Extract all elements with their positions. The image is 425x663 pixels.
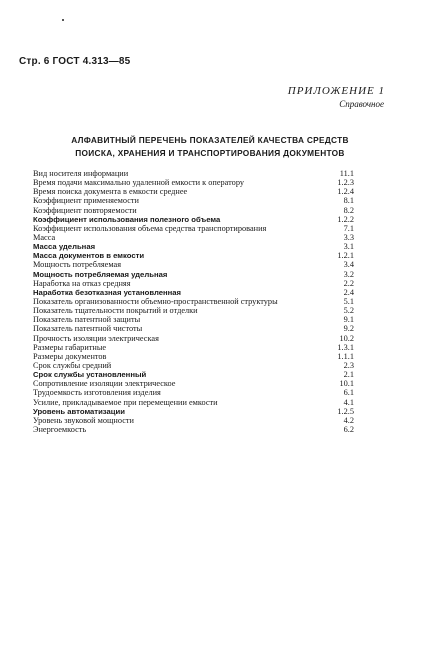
section-number: 9.1 — [343, 315, 354, 325]
index-entry — [33, 361, 354, 370]
indicator-name: Размеры документов — [33, 351, 107, 361]
index-entry — [33, 388, 354, 397]
section-number: 3.2 — [343, 269, 354, 279]
section-number: 11.1 — [339, 169, 354, 178]
section-number: 2.3 — [343, 360, 354, 370]
list-title-line-1: АЛФАВИТНЫЙ ПЕРЕЧЕНЬ ПОКАЗАТЕЛЕЙ КАЧЕСТВА СРЕДСТВ — [71, 135, 349, 145]
index-entry — [33, 233, 354, 242]
indicator-index-list — [33, 169, 354, 434]
indicator-name: Энергоемкость — [33, 424, 87, 434]
indicator-name: Коэффициент повторяемости — [33, 205, 137, 215]
list-title-line-2: ПОИСКА, ХРАНЕНИЯ И ТРАНСПОРТИРОВАНИЯ ДОКУМЕНТОВ — [75, 148, 345, 158]
section-number: 1.2.5 — [337, 406, 354, 416]
section-number: 3.3 — [343, 232, 354, 242]
index-entry — [33, 379, 354, 388]
indicator-name: Показатель тщательности покрытий и отделки — [33, 306, 198, 316]
index-entry — [33, 324, 354, 333]
indicator-name: Показатель организованности объемно-пространственной структуры — [33, 296, 278, 306]
indicator-name: Коэффициент использования объема средства транспортирования — [33, 223, 267, 233]
section-number: 1.3.1 — [337, 342, 354, 352]
index-entry — [33, 398, 354, 407]
index-entry — [33, 297, 354, 306]
index-entry — [33, 315, 354, 324]
section-number: 3.1 — [343, 242, 354, 252]
section-number: 5.2 — [343, 306, 354, 316]
indicator-name: Наработка безотказная установленная — [33, 287, 182, 297]
indicator-name: Мощность потребляемая — [33, 260, 122, 270]
section-number: 6.1 — [343, 388, 354, 398]
indicator-name: Уровень звуковой мощности — [33, 415, 134, 425]
section-number: 7.1 — [343, 223, 354, 233]
section-number: 4.2 — [343, 415, 354, 425]
index-entry — [33, 242, 354, 251]
section-number: 2.4 — [343, 287, 354, 297]
index-entry — [33, 224, 354, 233]
indicator-name: Коэффициент использования полезного объема — [33, 214, 221, 224]
section-number: 8.2 — [343, 205, 354, 215]
indicator-name: Наработка на отказ средняя — [33, 278, 131, 288]
section-number: 2.1 — [343, 370, 354, 380]
indicator-name: Время поиска документа в емкости среднее — [33, 187, 188, 197]
indicator-name: Усилие, прикладываемое при перемещении емкости — [33, 397, 218, 407]
index-entry — [33, 416, 354, 425]
section-number: 1.2.1 — [337, 251, 354, 261]
appendix-subtitle: Справочное — [339, 99, 384, 109]
indicator-name: Вид носителя информации — [33, 169, 129, 178]
index-entry — [33, 279, 354, 288]
indicator-name: Показатель патентной защиты — [33, 315, 141, 325]
section-number: 5.1 — [343, 296, 354, 306]
section-number: 10.2 — [339, 333, 354, 343]
index-entry — [33, 196, 354, 205]
section-number: 3.4 — [343, 260, 354, 270]
index-entry — [33, 178, 354, 187]
page-header: Стр. 6 ГОСТ 4.313—85 — [19, 56, 131, 67]
index-entry — [33, 187, 354, 196]
index-entry — [33, 251, 354, 260]
index-entry — [33, 288, 354, 297]
ink-dot — [62, 19, 64, 21]
section-number: 4.1 — [343, 397, 354, 407]
section-number: 1.2.4 — [337, 187, 354, 197]
section-number: 1.2.2 — [337, 214, 354, 224]
indicator-name: Масса документов в емкости — [33, 251, 145, 261]
section-number: 2.2 — [343, 278, 354, 288]
indicator-name: Срок службы средний — [33, 360, 112, 370]
indicator-name: Срок службы установленный — [33, 370, 147, 380]
indicator-name: Показатель патентной чистоты — [33, 324, 143, 334]
indicator-name: Коэффициент применяемости — [33, 196, 139, 206]
index-entry — [33, 334, 354, 343]
index-entry — [33, 343, 354, 352]
section-number: 1.1.1 — [337, 351, 354, 361]
indicator-name: Размеры габаритные — [33, 342, 107, 352]
section-number: 8.1 — [343, 196, 354, 206]
section-number: 10.1 — [339, 379, 354, 389]
section-number: 6.2 — [343, 424, 354, 434]
section-number: 1.2.3 — [337, 178, 354, 188]
section-number: 9.2 — [343, 324, 354, 334]
index-entry — [33, 270, 354, 279]
indicator-name: Масса — [33, 232, 56, 242]
indicator-name: Масса удельная — [33, 242, 96, 252]
index-entry — [33, 425, 354, 434]
index-entry — [33, 206, 354, 215]
index-entry — [33, 370, 354, 379]
appendix-title: ПРИЛОЖЕНИЕ 1 — [287, 85, 385, 97]
index-entry — [33, 260, 354, 269]
indicator-name: Трудоемкость изготовления изделия — [33, 388, 161, 398]
index-entry — [33, 306, 354, 315]
index-entry — [33, 407, 354, 416]
index-entry — [33, 215, 354, 224]
indicator-name: Прочность изоляции электрическая — [33, 333, 159, 343]
indicator-name: Время подачи максимально удаленной емкости к оператору — [33, 178, 245, 188]
indicator-name: Уровень автоматизации — [33, 406, 125, 416]
indicator-name: Сопротивление изоляции электрическое — [33, 379, 176, 389]
index-entry — [33, 169, 354, 178]
index-entry — [33, 352, 354, 361]
indicator-name: Мощность потребляемая удельная — [33, 269, 168, 279]
